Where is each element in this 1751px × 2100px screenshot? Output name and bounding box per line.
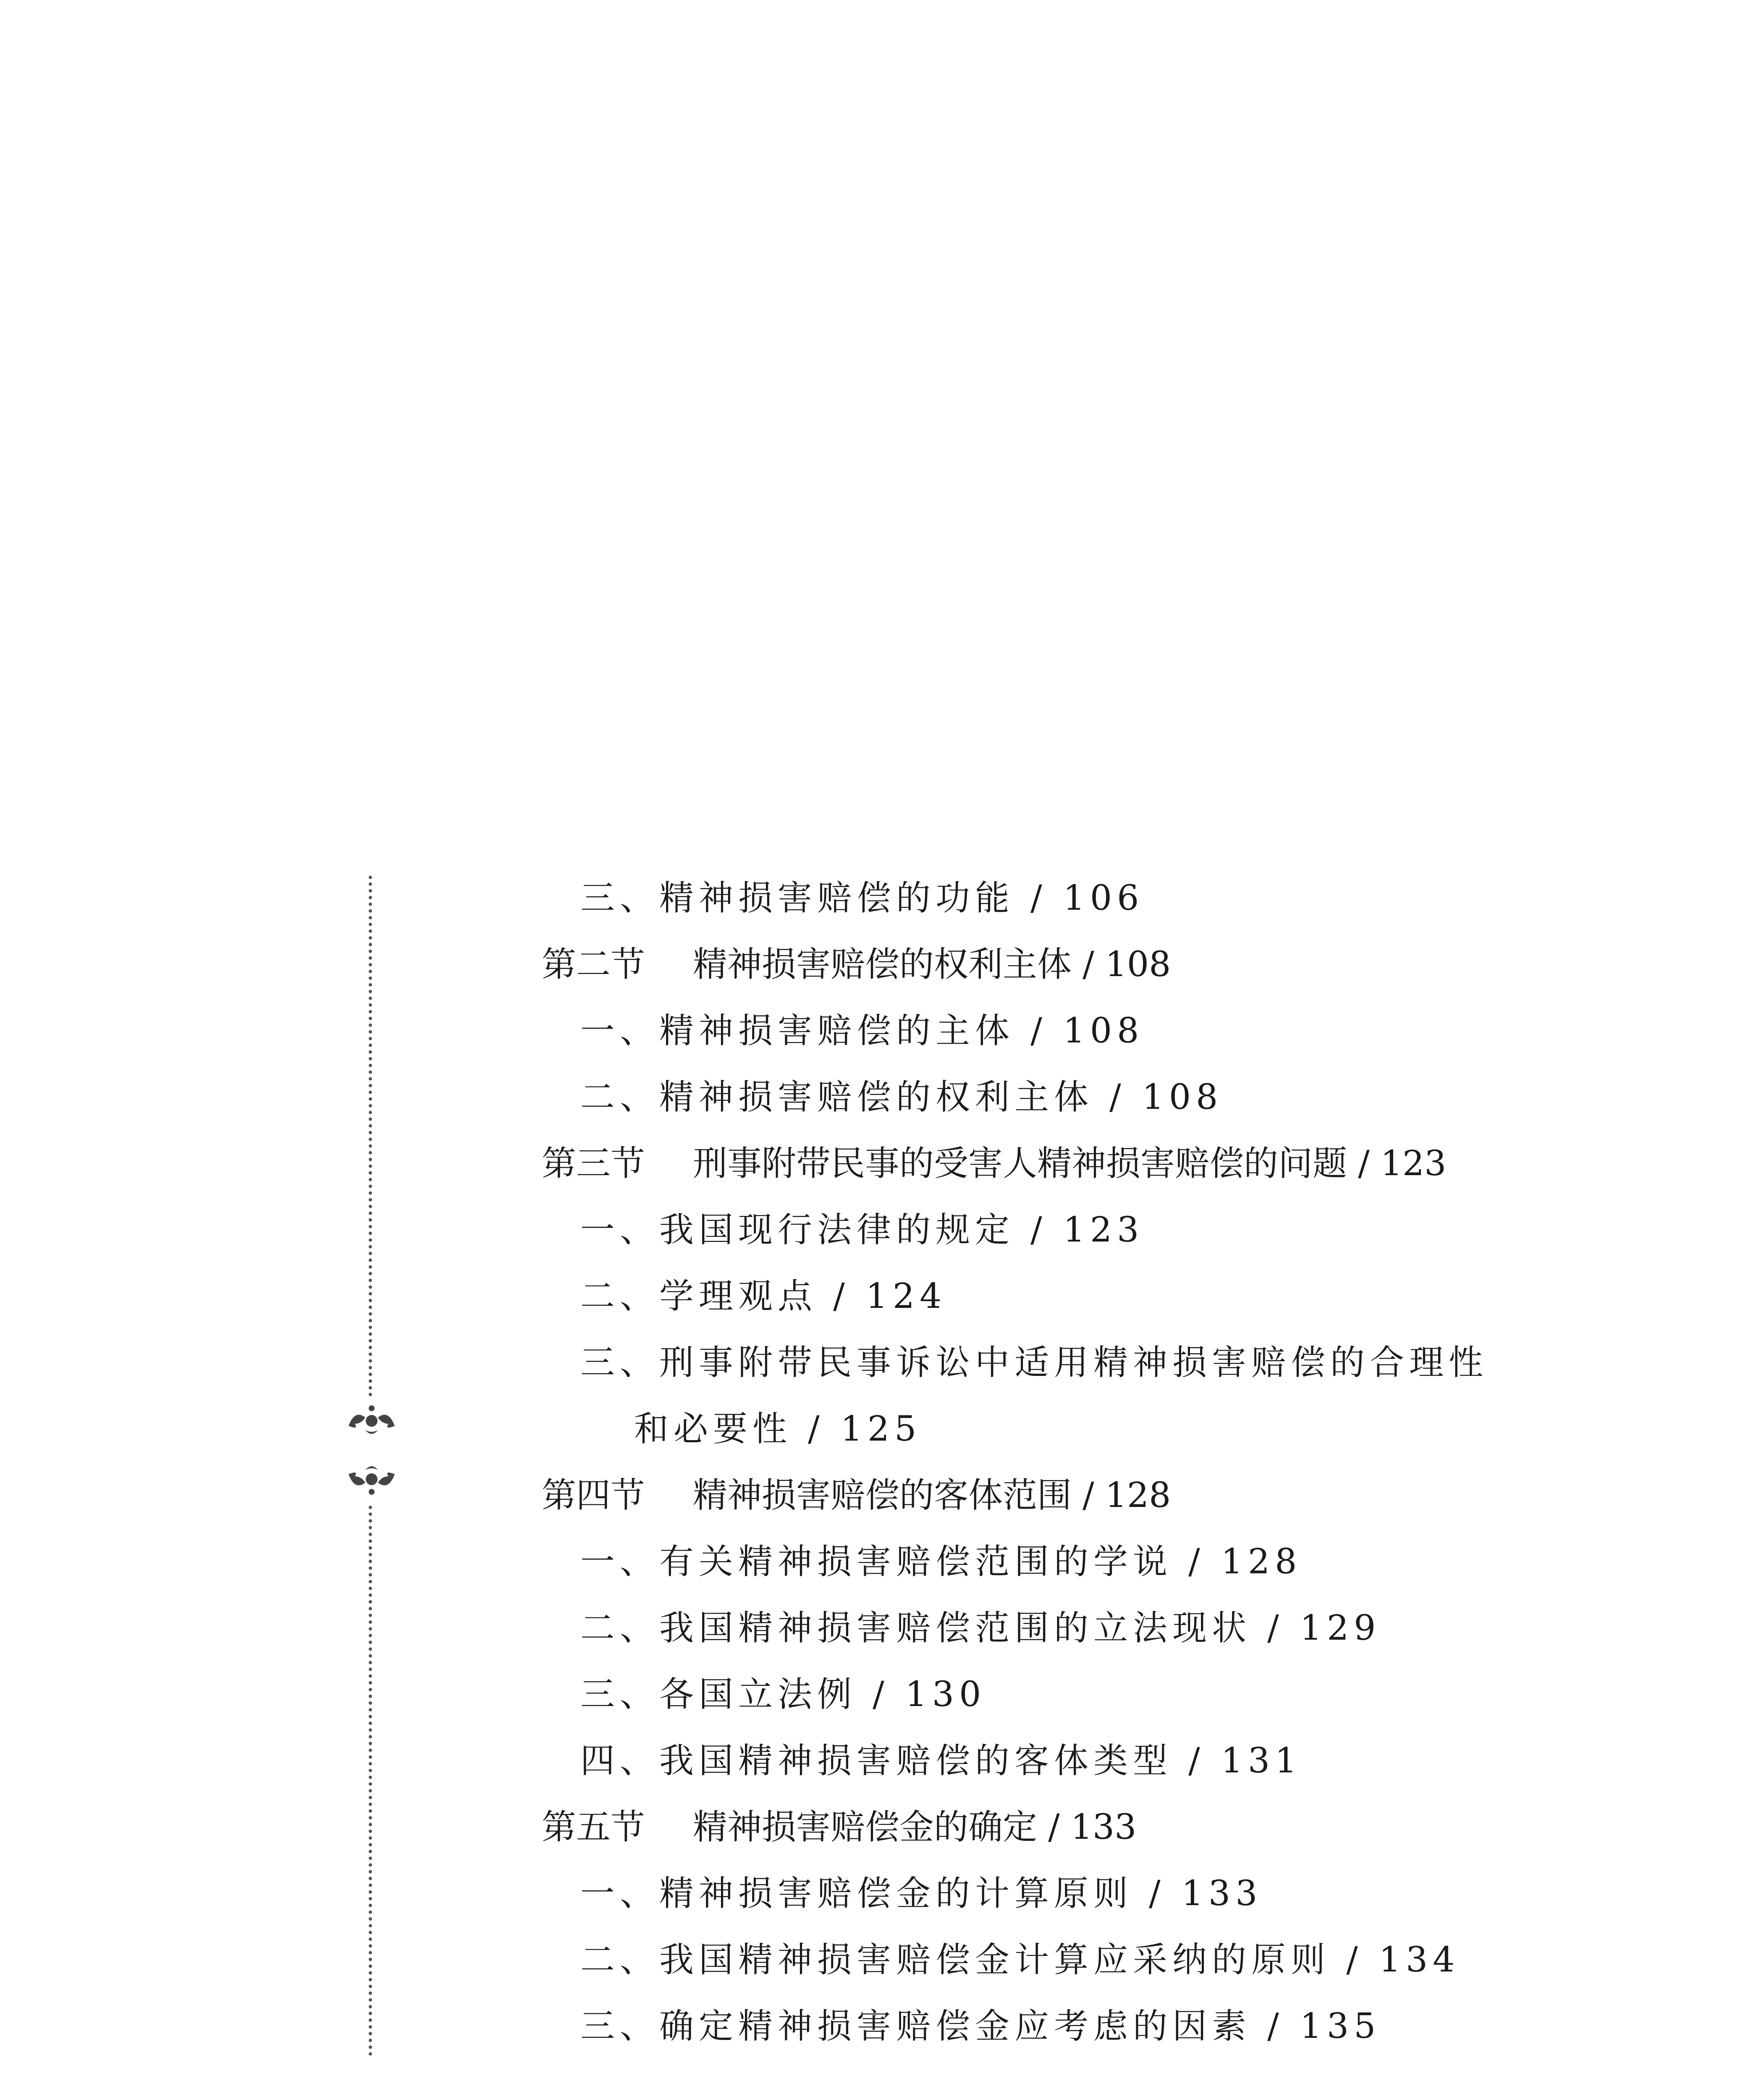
toc-entry-text: 二、我国精神损害赔偿金计算应采纳的原则 / 134 (580, 1940, 1460, 1980)
toc-section-entry (542, 1462, 1633, 1529)
toc-subsection-entry (542, 1263, 1633, 1330)
table-of-contents (542, 865, 1633, 2060)
toc-entry-text: 三、刑事附带民事诉讼中适用精神损害赔偿的合理性 (580, 1343, 1489, 1383)
toc-section-number: 第四节 (542, 1475, 645, 1515)
toc-subsection-entry (542, 1927, 1633, 1993)
toc-continuation-line (542, 1396, 1633, 1462)
toc-section-entry (542, 932, 1633, 998)
toc-entry-text: 和必要性 / 125 (634, 1409, 922, 1449)
toc-subsection-entry (542, 1595, 1633, 1662)
toc-entry-text: 二、我国精神损害赔偿范围的立法现状 / 129 (580, 1608, 1381, 1648)
toc-subsection-entry (542, 1064, 1633, 1131)
toc-entry-text: 三、各国立法例 / 130 (580, 1675, 986, 1714)
toc-entry-text: 一、精神损害赔偿的主体 / 108 (580, 1011, 1144, 1051)
toc-subsection-entry (542, 1529, 1633, 1595)
toc-entry-text: 精神损害赔偿金的确定 / 133 (693, 1807, 1137, 1847)
toc-subsection-entry (542, 998, 1633, 1064)
toc-subsection-entry (542, 1197, 1633, 1263)
toc-subsection-entry (542, 1330, 1633, 1396)
scroll-ornament-icon (340, 1401, 403, 1443)
toc-entry-text: 四、我国精神损害赔偿的客体类型 / 131 (580, 1741, 1302, 1781)
toc-section-entry (542, 1131, 1633, 1197)
toc-entry-text: 刑事附带民事的受害人精神损害赔偿的问题 / 123 (693, 1144, 1447, 1184)
toc-entry-text: 三、精神损害赔偿的功能 / 106 (580, 878, 1144, 918)
toc-subsection-entry (542, 1861, 1633, 1927)
toc-section-entry (542, 1794, 1633, 1861)
dotted-margin-rule-top (369, 876, 372, 1396)
toc-subsection-entry (542, 1662, 1633, 1728)
dotted-margin-rule-bottom (369, 1506, 372, 2056)
toc-subsection-entry (542, 1993, 1633, 2060)
toc-subsection-entry (542, 1728, 1633, 1794)
toc-entry-text: 精神损害赔偿的权利主体 / 108 (693, 945, 1171, 984)
toc-section-number: 第二节 (542, 945, 645, 984)
toc-section-number: 第五节 (542, 1807, 645, 1847)
toc-entry-text: 二、精神损害赔偿的权利主体 / 108 (580, 1077, 1223, 1117)
toc-subsection-entry (542, 865, 1633, 932)
toc-section-number: 第三节 (542, 1144, 645, 1184)
toc-entry-text: 三、确定精神损害赔偿金应考虑的因素 / 135 (580, 2006, 1381, 2046)
toc-entry-text: 一、我国现行法律的规定 / 123 (580, 1210, 1144, 1250)
toc-entry-text: 二、学理观点 / 124 (580, 1276, 947, 1316)
toc-entry-text: 一、精神损害赔偿金的计算原则 / 133 (580, 1874, 1263, 1914)
scroll-ornament-icon (340, 1457, 403, 1499)
toc-entry-text: 一、有关精神损害赔偿范围的学说 / 128 (580, 1542, 1302, 1582)
toc-entry-text: 精神损害赔偿的客体范围 / 128 (693, 1475, 1171, 1515)
